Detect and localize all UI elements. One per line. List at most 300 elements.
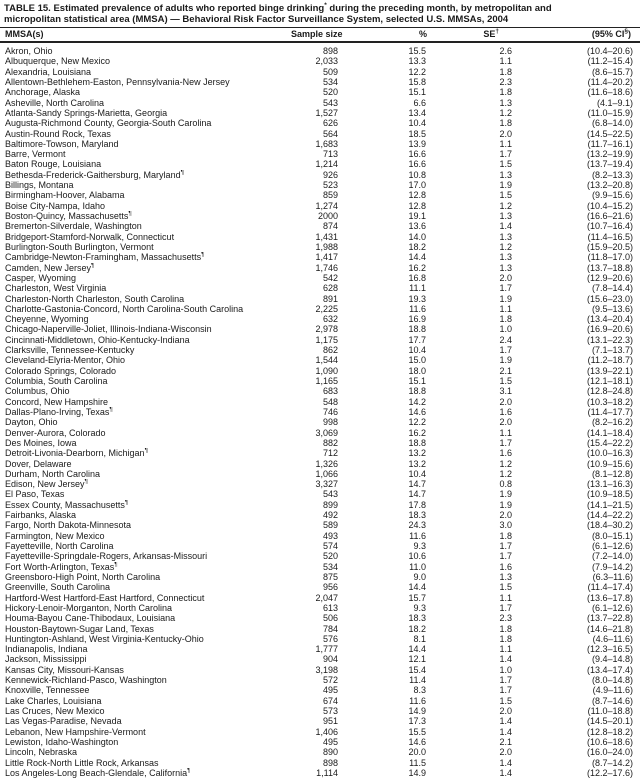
table-row <box>5 438 633 448</box>
sample-size-value: 683 <box>322 386 338 397</box>
percent-value: 12.2 <box>408 66 426 77</box>
mmsa-name <box>5 479 300 489</box>
table-row <box>5 428 633 438</box>
sample-size-value: 951 <box>322 716 338 727</box>
confidence-interval-value: (11.6–18.6) <box>587 87 633 98</box>
standard-error-value: 2.6 <box>499 46 512 56</box>
sample-size-value: 1,274 <box>315 200 338 211</box>
percent-value: 16.9 <box>408 314 426 325</box>
table-row <box>5 46 633 56</box>
percent-value: 17.7 <box>408 334 426 345</box>
confidence-interval-value: (13.6–17.8) <box>586 592 633 603</box>
mmsa-name-text: Farmington, New Mexico <box>5 530 105 541</box>
confidence-interval-value: (8.0–14.8) <box>591 675 633 686</box>
standard-error-value: 2.1 <box>499 365 512 376</box>
footnote-pilcrow: ¶ <box>91 262 95 269</box>
standard-error-value: 1.2 <box>499 241 512 252</box>
confidence-interval-value: (14.1–21.5) <box>586 499 633 510</box>
confidence-interval-value: (12.2–17.6) <box>586 767 633 778</box>
confidence-interval-value: (6.1–12.6) <box>591 541 633 551</box>
percent-value: 19.1 <box>408 211 426 221</box>
standard-error-value: 2.0 <box>499 128 512 139</box>
confidence-interval-value: (8.2–13.3) <box>591 169 633 180</box>
mmsa-name <box>5 665 300 675</box>
mmsa-name <box>5 180 300 190</box>
table-row <box>5 613 633 623</box>
table-row <box>5 737 633 747</box>
mmsa-name-text: Los Angeles-Long Beach-Glendale, California <box>5 767 188 778</box>
table-row <box>5 644 633 654</box>
confidence-interval-value: (13.7–19.4) <box>586 159 633 170</box>
percent-value: 12.1 <box>408 654 426 665</box>
table-row <box>5 139 633 149</box>
mmsa-name <box>5 459 300 469</box>
percent-value: 14.2 <box>408 396 426 407</box>
mmsa-name <box>5 56 300 66</box>
table-row <box>5 758 633 768</box>
column-header-sample-size: Sample size <box>291 29 343 39</box>
standard-error-value: 1.9 <box>499 293 512 304</box>
table-row <box>5 366 633 376</box>
standard-error-value: 1.4 <box>499 767 512 778</box>
sample-size-value: 898 <box>322 757 338 768</box>
confidence-interval-value: (6.1–12.6) <box>591 602 633 613</box>
mmsa-name <box>5 510 300 520</box>
mmsa-name-text: Fayetteville-Springdale-Rogers, Arkansas-Missouri <box>5 551 208 562</box>
sample-size-value: 534 <box>322 76 338 87</box>
confidence-interval-value: (9.5–13.6) <box>591 303 633 314</box>
sample-size-value: 899 <box>322 499 338 510</box>
table-row <box>5 654 633 664</box>
mmsa-name-text: Dover, Delaware <box>5 458 72 469</box>
mmsa-name <box>5 448 300 458</box>
sample-size-value: 2,033 <box>315 56 338 67</box>
mmsa-name-text: Lincoln, Nebraska <box>5 747 78 758</box>
mmsa-name-text: Huntington-Ashland, West Virginia-Kentucky-Ohio <box>5 633 204 644</box>
standard-error-value: 1.7 <box>499 541 512 551</box>
mmsa-name-text: Fairbanks, Alaska <box>5 510 77 521</box>
mmsa-name-text: Las Vegas-Paradise, Nevada <box>5 716 122 727</box>
percent-value: 14.4 <box>408 644 426 655</box>
mmsa-name <box>5 335 300 345</box>
table-row <box>5 448 633 458</box>
confidence-interval-value: (11.7–16.1) <box>587 138 633 149</box>
percent-value: 14.0 <box>408 231 426 242</box>
mmsa-name <box>5 376 300 386</box>
mmsa-name-text: Cheyenne, Wyoming <box>5 314 89 325</box>
confidence-interval-value: (10.9–18.5) <box>586 489 633 500</box>
mmsa-name <box>5 386 300 396</box>
standard-error-value: 1.8 <box>499 314 512 325</box>
standard-error-value: 1.8 <box>499 87 512 98</box>
sample-size-value: 3,198 <box>315 664 338 675</box>
standard-error-value: 2.0 <box>499 706 512 716</box>
confidence-interval-value: (12.8–18.2) <box>586 726 633 737</box>
confidence-interval-value: (13.7–18.8) <box>586 262 633 273</box>
standard-error-value: 1.6 <box>499 406 512 417</box>
mmsa-name <box>5 675 300 685</box>
table-row <box>5 593 633 603</box>
confidence-interval-value: (16.6–21.6) <box>586 211 633 221</box>
table-row <box>5 252 633 262</box>
percent-value: 8.3 <box>413 685 426 696</box>
standard-error-value: 1.4 <box>499 716 512 727</box>
standard-error-value: 1.5 <box>499 376 512 386</box>
mmsa-name-text: Camden, New Jersey <box>5 262 92 273</box>
standard-error-value: 1.8 <box>499 66 512 77</box>
confidence-interval-value: (10.4–20.6) <box>586 46 633 56</box>
table-row <box>5 67 633 77</box>
footnote-pilcrow: ¶ <box>109 406 113 413</box>
table-row <box>5 469 633 479</box>
mmsa-name <box>5 551 300 561</box>
mmsa-name-text: Lewiston, Idaho-Washington <box>5 736 119 747</box>
standard-error-value: 1.7 <box>499 551 512 562</box>
percent-value: 15.8 <box>408 76 426 87</box>
confidence-interval-value: (11.4–17.7) <box>587 406 633 417</box>
standard-error-value: 1.4 <box>499 757 512 768</box>
sample-size-value: 628 <box>322 283 338 294</box>
table-row <box>5 242 633 252</box>
mmsa-table <box>5 46 633 778</box>
percent-value: 24.3 <box>408 520 426 531</box>
mmsa-name-text: Edison, New Jersey <box>5 479 85 490</box>
mmsa-name <box>5 139 300 149</box>
percent-value: 13.4 <box>408 107 426 118</box>
table-row <box>5 768 633 778</box>
mmsa-name-text: Chicago-Naperville-Joliet, Illinois-Indiana-Wisconsin <box>5 324 212 335</box>
title-text-2: during the preceding month, by metropolitan and <box>326 3 552 14</box>
percent-value: 13.3 <box>408 56 426 67</box>
standard-error-value: 1.4 <box>499 726 512 737</box>
confidence-interval-value: (12.3–16.5) <box>586 644 633 655</box>
sample-size-value: 576 <box>322 633 338 644</box>
mmsa-name-text: Knoxville, Tennessee <box>5 685 90 696</box>
percent-value: 14.6 <box>408 406 426 417</box>
mmsa-name <box>5 654 300 664</box>
percent-value: 11.5 <box>409 757 426 768</box>
standard-error-value: 1.7 <box>499 602 512 613</box>
sample-size-value: 890 <box>322 747 338 758</box>
standard-error-value: 1.7 <box>499 149 512 160</box>
mmsa-name <box>5 294 300 304</box>
sample-size-value: 573 <box>322 706 338 716</box>
standard-error-value: 1.1 <box>499 644 512 655</box>
table-row <box>5 407 633 417</box>
mmsa-name <box>5 149 300 159</box>
mmsa-name-text: Akron, Ohio <box>5 46 53 56</box>
sample-size-value: 746 <box>322 406 338 417</box>
confidence-interval-value: (14.5–20.1) <box>586 716 633 727</box>
table-row <box>5 531 633 541</box>
mmsa-name-text: Jackson, Mississippi <box>5 654 87 665</box>
confidence-interval-value: (10.9–15.6) <box>586 458 633 469</box>
sample-size-value: 1,988 <box>315 241 338 252</box>
percent-value: 18.8 <box>408 437 426 448</box>
mmsa-name-text: Indianapolis, Indiana <box>5 644 88 655</box>
confidence-interval-value: (10.3–18.2) <box>586 396 633 407</box>
mmsa-name-text: Augusta-Richmond County, Georgia-South Carolina <box>5 118 212 129</box>
confidence-interval-value: (9.9–15.6) <box>591 190 633 201</box>
standard-error-value: 1.5 <box>499 582 512 593</box>
table-row <box>5 263 633 273</box>
table-row <box>5 87 633 97</box>
standard-error-value: 1.2 <box>499 458 512 469</box>
standard-error-value: 1.4 <box>499 221 512 232</box>
confidence-interval-value: (14.1–18.4) <box>586 427 633 438</box>
sample-size-value: 492 <box>322 510 338 521</box>
percent-value: 12.2 <box>408 417 426 428</box>
percent-value: 13.2 <box>408 458 426 469</box>
sample-size-value: 520 <box>322 551 338 562</box>
mmsa-name-text: Fort Worth-Arlington, Texas <box>5 561 115 572</box>
table-row <box>5 397 633 407</box>
sample-size-value: 2000 <box>317 211 338 221</box>
mmsa-name <box>5 520 300 530</box>
percent-value: 16.2 <box>408 262 426 273</box>
mmsa-name <box>5 489 300 499</box>
table-row <box>5 118 633 128</box>
percent-value: 12.8 <box>408 200 426 211</box>
standard-error-value: 3.1 <box>499 386 512 397</box>
standard-error-value: 1.7 <box>499 685 512 696</box>
confidence-interval-value: (7.1–13.7) <box>591 345 633 356</box>
percent-value: 15.1 <box>408 376 426 386</box>
mmsa-name <box>5 696 300 706</box>
sample-size-value: 543 <box>322 489 338 500</box>
table-row <box>5 149 633 159</box>
sample-size-value: 1,777 <box>315 644 338 655</box>
mmsa-name-text: Dayton, Ohio <box>5 417 58 428</box>
mmsa-name <box>5 407 300 417</box>
sample-size-value: 891 <box>322 293 338 304</box>
standard-error-value: 1.6 <box>499 561 512 572</box>
standard-error-value: 1.1 <box>499 427 512 438</box>
table-row <box>5 304 633 314</box>
mmsa-name <box>5 747 300 757</box>
sample-size-value: 956 <box>322 582 338 593</box>
percent-value: 16.6 <box>408 159 426 170</box>
percent-value: 18.2 <box>408 241 426 252</box>
table-row <box>5 294 633 304</box>
table-row <box>5 201 633 211</box>
mmsa-name <box>5 283 300 293</box>
mmsa-name-text: Little Rock-North Little Rock, Arkansas <box>5 757 159 768</box>
confidence-interval-value: (7.8–14.4) <box>591 283 633 294</box>
mmsa-name <box>5 118 300 128</box>
mmsa-name <box>5 593 300 603</box>
percent-value: 18.5 <box>408 128 426 139</box>
percent-value: 10.4 <box>408 118 426 129</box>
table-title <box>0 0 640 25</box>
confidence-interval-value: (7.9–14.2) <box>591 561 633 572</box>
table-row <box>5 696 633 706</box>
confidence-interval-value: (13.2–20.8) <box>586 180 633 191</box>
percent-value: 15.5 <box>408 46 426 56</box>
sample-size-value: 506 <box>322 613 338 624</box>
table-row <box>5 314 633 324</box>
ci-label-close: ) <box>628 29 631 39</box>
footnote-pilcrow: ¶ <box>180 169 185 176</box>
percent-value: 14.4 <box>408 252 426 263</box>
percent-value: 18.3 <box>408 510 426 521</box>
percent-value: 18.8 <box>408 386 426 397</box>
table-row <box>5 706 633 716</box>
column-header-ci <box>592 29 631 39</box>
mmsa-name-text: Denver-Aurora, Colorado <box>5 427 106 438</box>
confidence-interval-value: (13.7–22.8) <box>586 613 633 624</box>
sample-size-value: 875 <box>322 571 338 582</box>
ci-label: (95% CI <box>591 29 625 39</box>
se-label: SE <box>483 29 496 39</box>
standard-error-value: 2.0 <box>499 396 512 407</box>
mmsa-name <box>5 366 300 376</box>
table-row <box>5 335 633 345</box>
sample-size-value: 898 <box>322 46 338 56</box>
mmsa-name <box>5 562 300 572</box>
confidence-interval-value: (11.2–15.4) <box>587 56 633 67</box>
standard-error-value: 2.0 <box>499 417 512 428</box>
percent-value: 15.7 <box>408 592 426 603</box>
percent-value: 9.3 <box>413 602 426 613</box>
mmsa-name <box>5 77 300 87</box>
confidence-interval-value: (13.4–17.4) <box>586 664 633 675</box>
mmsa-name <box>5 263 300 273</box>
footnote-pilcrow: ¶ <box>114 561 118 568</box>
percent-value: 15.4 <box>408 664 426 675</box>
sample-size-value: 523 <box>322 180 338 191</box>
title-text-1: TABLE 15. Estimated prevalence of adults who reported binge drinking <box>4 3 325 14</box>
mmsa-name-text: Columbus, Ohio <box>5 386 70 397</box>
standard-error-value: 1.1 <box>499 56 512 67</box>
percent-value: 13.6 <box>408 221 426 232</box>
percent-value: 14.4 <box>408 582 426 593</box>
mmsa-name <box>5 541 300 551</box>
sample-size-value: 3,069 <box>315 427 338 438</box>
standard-error-value: 1.7 <box>499 283 512 294</box>
percent-value: 15.0 <box>408 355 426 366</box>
sample-size-value: 520 <box>322 87 338 98</box>
percent-value: 18.8 <box>408 324 426 335</box>
mmsa-name <box>5 758 300 768</box>
table-row <box>5 675 633 685</box>
mmsa-name-text: Birmingham-Hoover, Alabama <box>5 190 125 201</box>
percent-value: 10.8 <box>408 169 426 180</box>
mmsa-name <box>5 768 300 778</box>
mmsa-name <box>5 613 300 623</box>
percent-value: 11.6 <box>409 530 426 541</box>
mmsa-name-text: Lebanon, New Hampshire-Vermont <box>5 726 146 737</box>
standard-error-value: 1.3 <box>499 211 512 221</box>
table-row <box>5 283 633 293</box>
percent-value: 6.6 <box>413 97 426 108</box>
sample-size-value: 626 <box>322 118 338 129</box>
percent-value: 9.0 <box>413 571 426 582</box>
footnote-pilcrow: ¶ <box>124 499 129 506</box>
table-row <box>5 98 633 108</box>
mmsa-name-text: Billings, Montana <box>5 180 74 191</box>
sample-size-value: 904 <box>322 654 338 665</box>
percent-value: 17.8 <box>408 499 426 510</box>
mmsa-name-text: Allentown-Bethlehem-Easton, Pennsylvania-New Jersey <box>5 76 230 87</box>
confidence-interval-value: (11.4–20.2) <box>587 76 633 87</box>
standard-error-value: 1.3 <box>499 571 512 582</box>
standard-error-value: 1.7 <box>499 345 512 356</box>
mmsa-name-text: Atlanta-Sandy Springs-Marietta, Georgia <box>5 107 168 118</box>
percent-value: 16.8 <box>408 272 426 283</box>
mmsa-name <box>5 221 300 231</box>
standard-error-value: 2.0 <box>499 510 512 521</box>
standard-error-value: 1.0 <box>499 324 512 335</box>
table-row <box>5 716 633 726</box>
table-row <box>5 500 633 510</box>
standard-error-value: 1.8 <box>499 118 512 129</box>
mmsa-name-text: Fargo, North Dakota-Minnesota <box>5 520 132 531</box>
mmsa-name-text: Concord, New Hampshire <box>5 396 109 407</box>
confidence-interval-value: (6.8–14.0) <box>591 118 633 129</box>
table-row <box>5 211 633 221</box>
sample-size-value: 998 <box>322 417 338 428</box>
table-row <box>5 541 633 551</box>
sample-size-value: 1,527 <box>315 107 338 118</box>
mmsa-name-text: Greenville, South Carolina <box>5 582 111 593</box>
confidence-interval-value: (8.1–12.8) <box>591 468 633 479</box>
mmsa-name-text: Charlotte-Gastonia-Concord, North Carolina-South Carolina <box>5 303 244 314</box>
confidence-interval-value: (14.6–21.8) <box>586 623 633 634</box>
confidence-interval-value: (10.4–15.2) <box>586 200 633 211</box>
sample-size-value: 495 <box>322 685 338 696</box>
sample-size-value: 564 <box>322 128 338 139</box>
mmsa-name <box>5 314 300 324</box>
sample-size-value: 2,047 <box>315 592 338 603</box>
table-row <box>5 232 633 242</box>
mmsa-name <box>5 252 300 262</box>
footnote-pilcrow: ¶ <box>201 252 205 259</box>
confidence-interval-value: (8.6–15.7) <box>591 66 633 77</box>
table-row <box>5 180 633 190</box>
sample-size-value: 784 <box>322 623 338 634</box>
mmsa-name-text: Dallas-Plano-Irving, Texas <box>5 406 110 417</box>
confidence-interval-value: (14.4–22.2) <box>586 510 633 521</box>
sample-size-value: 1,746 <box>315 262 338 273</box>
footnote-section: § <box>624 28 628 35</box>
confidence-interval-value: (14.5–22.5) <box>586 128 633 139</box>
mmsa-name-text: Baltimore-Towson, Maryland <box>5 138 119 149</box>
mmsa-name <box>5 98 300 108</box>
mmsa-name <box>5 572 300 582</box>
footnote-asterisk: * <box>324 1 327 9</box>
percent-value: 19.3 <box>408 293 426 304</box>
sample-size-value: 1,114 <box>316 767 338 778</box>
confidence-interval-value: (16.9–20.6) <box>586 324 633 335</box>
percent-value: 10.6 <box>408 551 426 562</box>
percent-value: 10.4 <box>408 345 426 356</box>
standard-error-value: 1.9 <box>499 499 512 510</box>
mmsa-name <box>5 201 300 211</box>
percent-value: 12.8 <box>408 190 426 201</box>
sample-size-value: 2,978 <box>315 324 338 335</box>
mmsa-name <box>5 170 300 180</box>
mmsa-name <box>5 211 300 221</box>
standard-error-value: 1.6 <box>499 448 512 459</box>
table-row <box>5 159 633 169</box>
table-row <box>5 562 633 572</box>
confidence-interval-value: (10.7–16.4) <box>586 221 633 232</box>
standard-error-value: 2.1 <box>499 736 512 747</box>
standard-error-value: 1.7 <box>499 675 512 686</box>
mmsa-name-text: Kennewick-Richland-Pasco, Washington <box>5 675 167 686</box>
sample-size-value: 509 <box>322 66 338 77</box>
